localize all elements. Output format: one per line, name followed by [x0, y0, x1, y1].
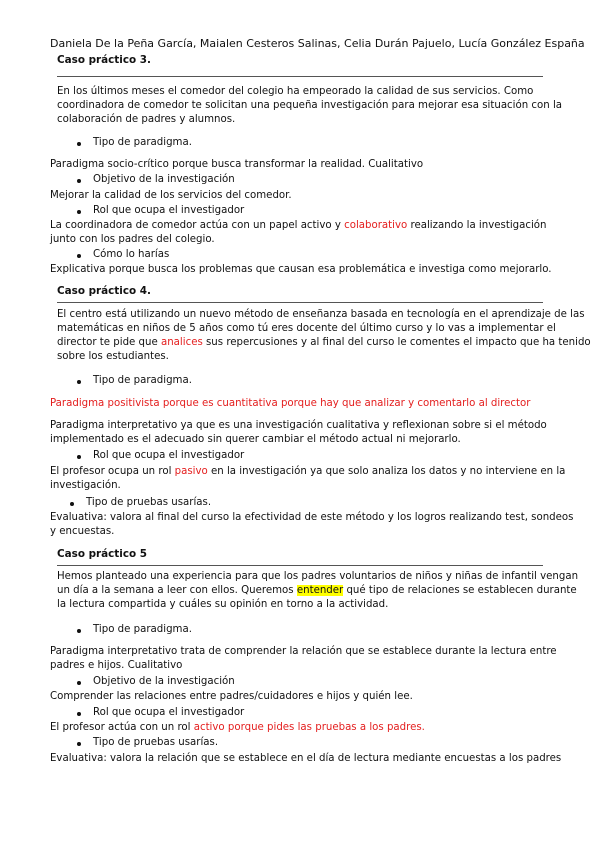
text-segment: qué tipo de relaciones se establecen durante	[343, 585, 577, 596]
case3-intro-line3: colaboración de padres y alumnos.	[57, 114, 236, 125]
case5-answer-paradigm-line2: padres e hijos. Cualitativo	[50, 660, 183, 671]
case4-title: Caso práctico 4.	[57, 285, 151, 297]
case4-answer-role	[50, 465, 565, 479]
case5-answer-tests: Evaluativa: valora la relación que se establece en el día de lectura mediante encuestas a los padres	[50, 753, 562, 764]
text-segment: director te pide que	[57, 337, 161, 348]
case4-answer-paradigm-line1: Paradigma interpretativo ya que es una investigación cualitativa y reflexionan sobre si el método	[50, 420, 547, 431]
case3-answer-how: Explicativa porque busca los problemas que causan esa problemática e investiga como mejorarlo.	[50, 264, 552, 275]
case4-intro-line3	[57, 336, 591, 350]
bullet-icon	[77, 254, 81, 258]
case3-answer-role-line2: junto con los padres del colegio.	[50, 234, 215, 245]
case5-intro-line2	[57, 584, 577, 598]
case5-title: Caso práctico 5	[57, 548, 147, 560]
case3-bullet-role: Rol que ocupa el investigador	[93, 205, 245, 216]
case4-intro-line2: matemáticas en niños de 5 años como tú eres docente del último curso y lo vas a implementar el	[57, 323, 556, 334]
case4-answer-paradigm-red: Paradigma positivista porque es cuantitativa porque hay que analizar y comentarlo al director	[50, 398, 531, 409]
case4-answer-tests-line2: y encuestas.	[50, 526, 115, 537]
case3-intro-line2: coordinadora de comedor te solicitan una pequeña investigación para mejorar esa situación con la	[57, 100, 563, 111]
text-segment: un día a la semana a leer con ellos. Queremos	[57, 585, 297, 596]
case3-title: Caso práctico 3.	[57, 54, 151, 66]
red-highlight-text: colaborativo	[344, 220, 408, 231]
authors-header: Daniela De la Peña García, Maialen Cesteros Salinas, Celia Durán Pajuelo, Lucía González España	[50, 37, 585, 50]
case4-answer-paradigm-line2: implementado es el adecuado sin querer cambiar el método actual ni mejorarlo.	[50, 434, 461, 445]
text-segment: El profesor actúa con un rol	[50, 722, 194, 733]
bullet-icon	[77, 380, 81, 384]
case5-bullet-paradigm: Tipo de paradigma.	[93, 624, 192, 635]
case5-bullet-objective: Objetivo de la investigación	[93, 676, 235, 687]
case3-answer-objective: Mejorar la calidad de los servicios del comedor.	[50, 190, 292, 201]
case5-bullet-role: Rol que ocupa el investigador	[93, 707, 245, 718]
case4-bullet-role: Rol que ocupa el investigador	[93, 450, 245, 461]
red-highlight-text: pasivo	[174, 466, 208, 477]
case4-bullet-tests: Tipo de pruebas usarías.	[86, 497, 212, 508]
case3-intro-line1: En los últimos meses el comedor del colegio ha empeorado la calidad de sus servicios. Como	[57, 86, 534, 97]
case5-answer-paradigm-line1: Paradigma interpretativo trata de comprender la relación que se establece durante la lectura entre	[50, 646, 557, 657]
case4-bullet-paradigm: Tipo de paradigma.	[93, 375, 192, 386]
bullet-icon	[77, 681, 81, 685]
case5-answer-objective: Comprender las relaciones entre padres/cuidadores e hijos y quién lee.	[50, 691, 413, 702]
bullet-icon	[70, 502, 74, 506]
case5-intro-line1: Hemos planteado una experiencia para que los padres voluntarios de niños y niñas de infantil vengan	[57, 571, 579, 582]
bullet-icon	[77, 629, 81, 633]
case3-answer-role	[50, 219, 546, 233]
bullet-icon	[77, 455, 81, 459]
bullet-icon	[77, 210, 81, 214]
text-segment: sus repercusiones y al final del curso le comentes el impacto que ha tenido	[202, 337, 591, 348]
bullet-icon	[77, 179, 81, 183]
text-segment: en la investigación ya que solo analiza los datos y no interviene en la	[207, 466, 566, 477]
case5-bullet-tests: Tipo de pruebas usarías.	[93, 737, 219, 748]
bullet-icon	[77, 142, 81, 146]
bullet-icon	[77, 712, 81, 716]
red-highlight-text: analices	[160, 337, 203, 348]
case3-bullet-how: Cómo lo harías	[93, 249, 170, 260]
case4-answer-role-line2: investigación.	[50, 480, 121, 491]
case5-intro-line3: la lectura compartida y cuáles su opinión en torno a la actividad.	[57, 599, 389, 610]
case3-bullet-paradigm: Tipo de paradigma.	[93, 137, 192, 148]
case4-answer-tests-line1: Evaluativa: valora al final del curso la efectividad de este método y los logros realizando test, sondeos	[50, 512, 574, 523]
case4-rule	[57, 302, 543, 303]
case4-intro-line4: sobre los estudiantes.	[57, 351, 169, 362]
case3-bullet-objective: Objetivo de la investigación	[93, 174, 235, 185]
bullet-icon	[77, 742, 81, 746]
red-highlight-text: activo porque pides las pruebas a los padres.	[193, 722, 425, 733]
case3-answer-paradigm: Paradigma socio-crítico porque busca transformar la realidad. Cualitativo	[50, 159, 424, 170]
yellow-highlight-text: entender	[296, 585, 344, 596]
text-segment: realizando la investigación	[407, 220, 547, 231]
case3-rule	[57, 76, 543, 77]
case5-answer-role	[50, 721, 425, 735]
case5-rule	[57, 565, 543, 566]
text-segment: La coordinadora de comedor actúa con un papel activo y	[50, 220, 345, 231]
text-segment: El profesor ocupa un rol	[50, 466, 175, 477]
case4-intro-line1: El centro está utilizando un nuevo método de enseñanza basada en tecnología en el aprendizaje de las	[57, 309, 585, 320]
